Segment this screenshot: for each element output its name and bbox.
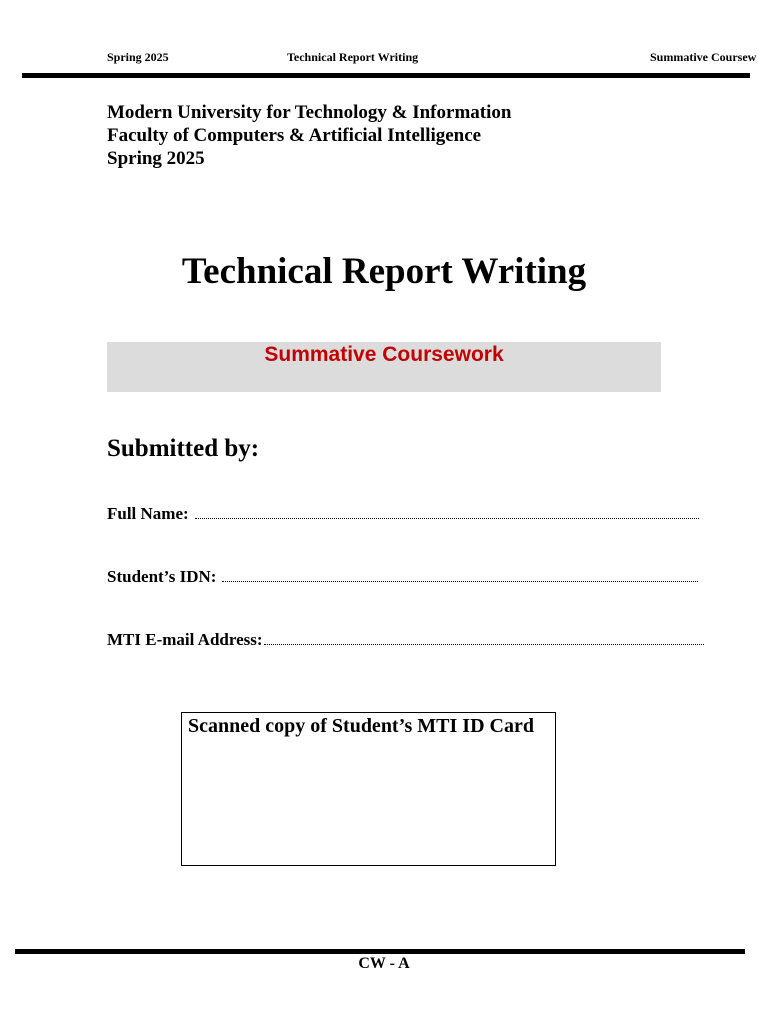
submitted-by-heading: Submitted by:: [107, 435, 260, 462]
header-term: Spring 2025: [107, 50, 169, 64]
header-document-type: Summative Coursew: [650, 50, 757, 64]
student-idn-dotted-line[interactable]: [222, 580, 698, 582]
id-card-scan-label: Scanned copy of Student’s MTI ID Card: [188, 715, 534, 737]
id-card-scan-box[interactable]: [181, 712, 556, 866]
header-rule: [22, 73, 750, 78]
full-name-dotted-line[interactable]: [195, 517, 699, 519]
mti-email-dotted-line[interactable]: [264, 643, 704, 645]
subtitle-text: Summative Coursework: [264, 343, 504, 366]
document-title: Technical Report Writing: [181, 251, 587, 292]
faculty-name: Faculty of Computers & Artificial Intelligence: [107, 125, 482, 146]
term-label: Spring 2025: [107, 148, 205, 169]
full-name-field[interactable]: [107, 504, 699, 524]
full-name-label: Full Name:: [107, 504, 189, 523]
mti-email-label: MTI E-mail Address:: [107, 630, 263, 649]
subtitle-band: [107, 342, 661, 392]
footer-code: CW - A: [358, 955, 410, 972]
mti-email-field[interactable]: [107, 630, 704, 650]
header-course-title: Technical Report Writing: [287, 50, 419, 64]
student-idn-label: Student’s IDN:: [107, 567, 217, 586]
university-name: Modern University for Technology & Information: [107, 102, 512, 123]
student-idn-field[interactable]: [107, 567, 698, 587]
footer-rule: [15, 949, 745, 954]
institution-block: [107, 101, 511, 170]
